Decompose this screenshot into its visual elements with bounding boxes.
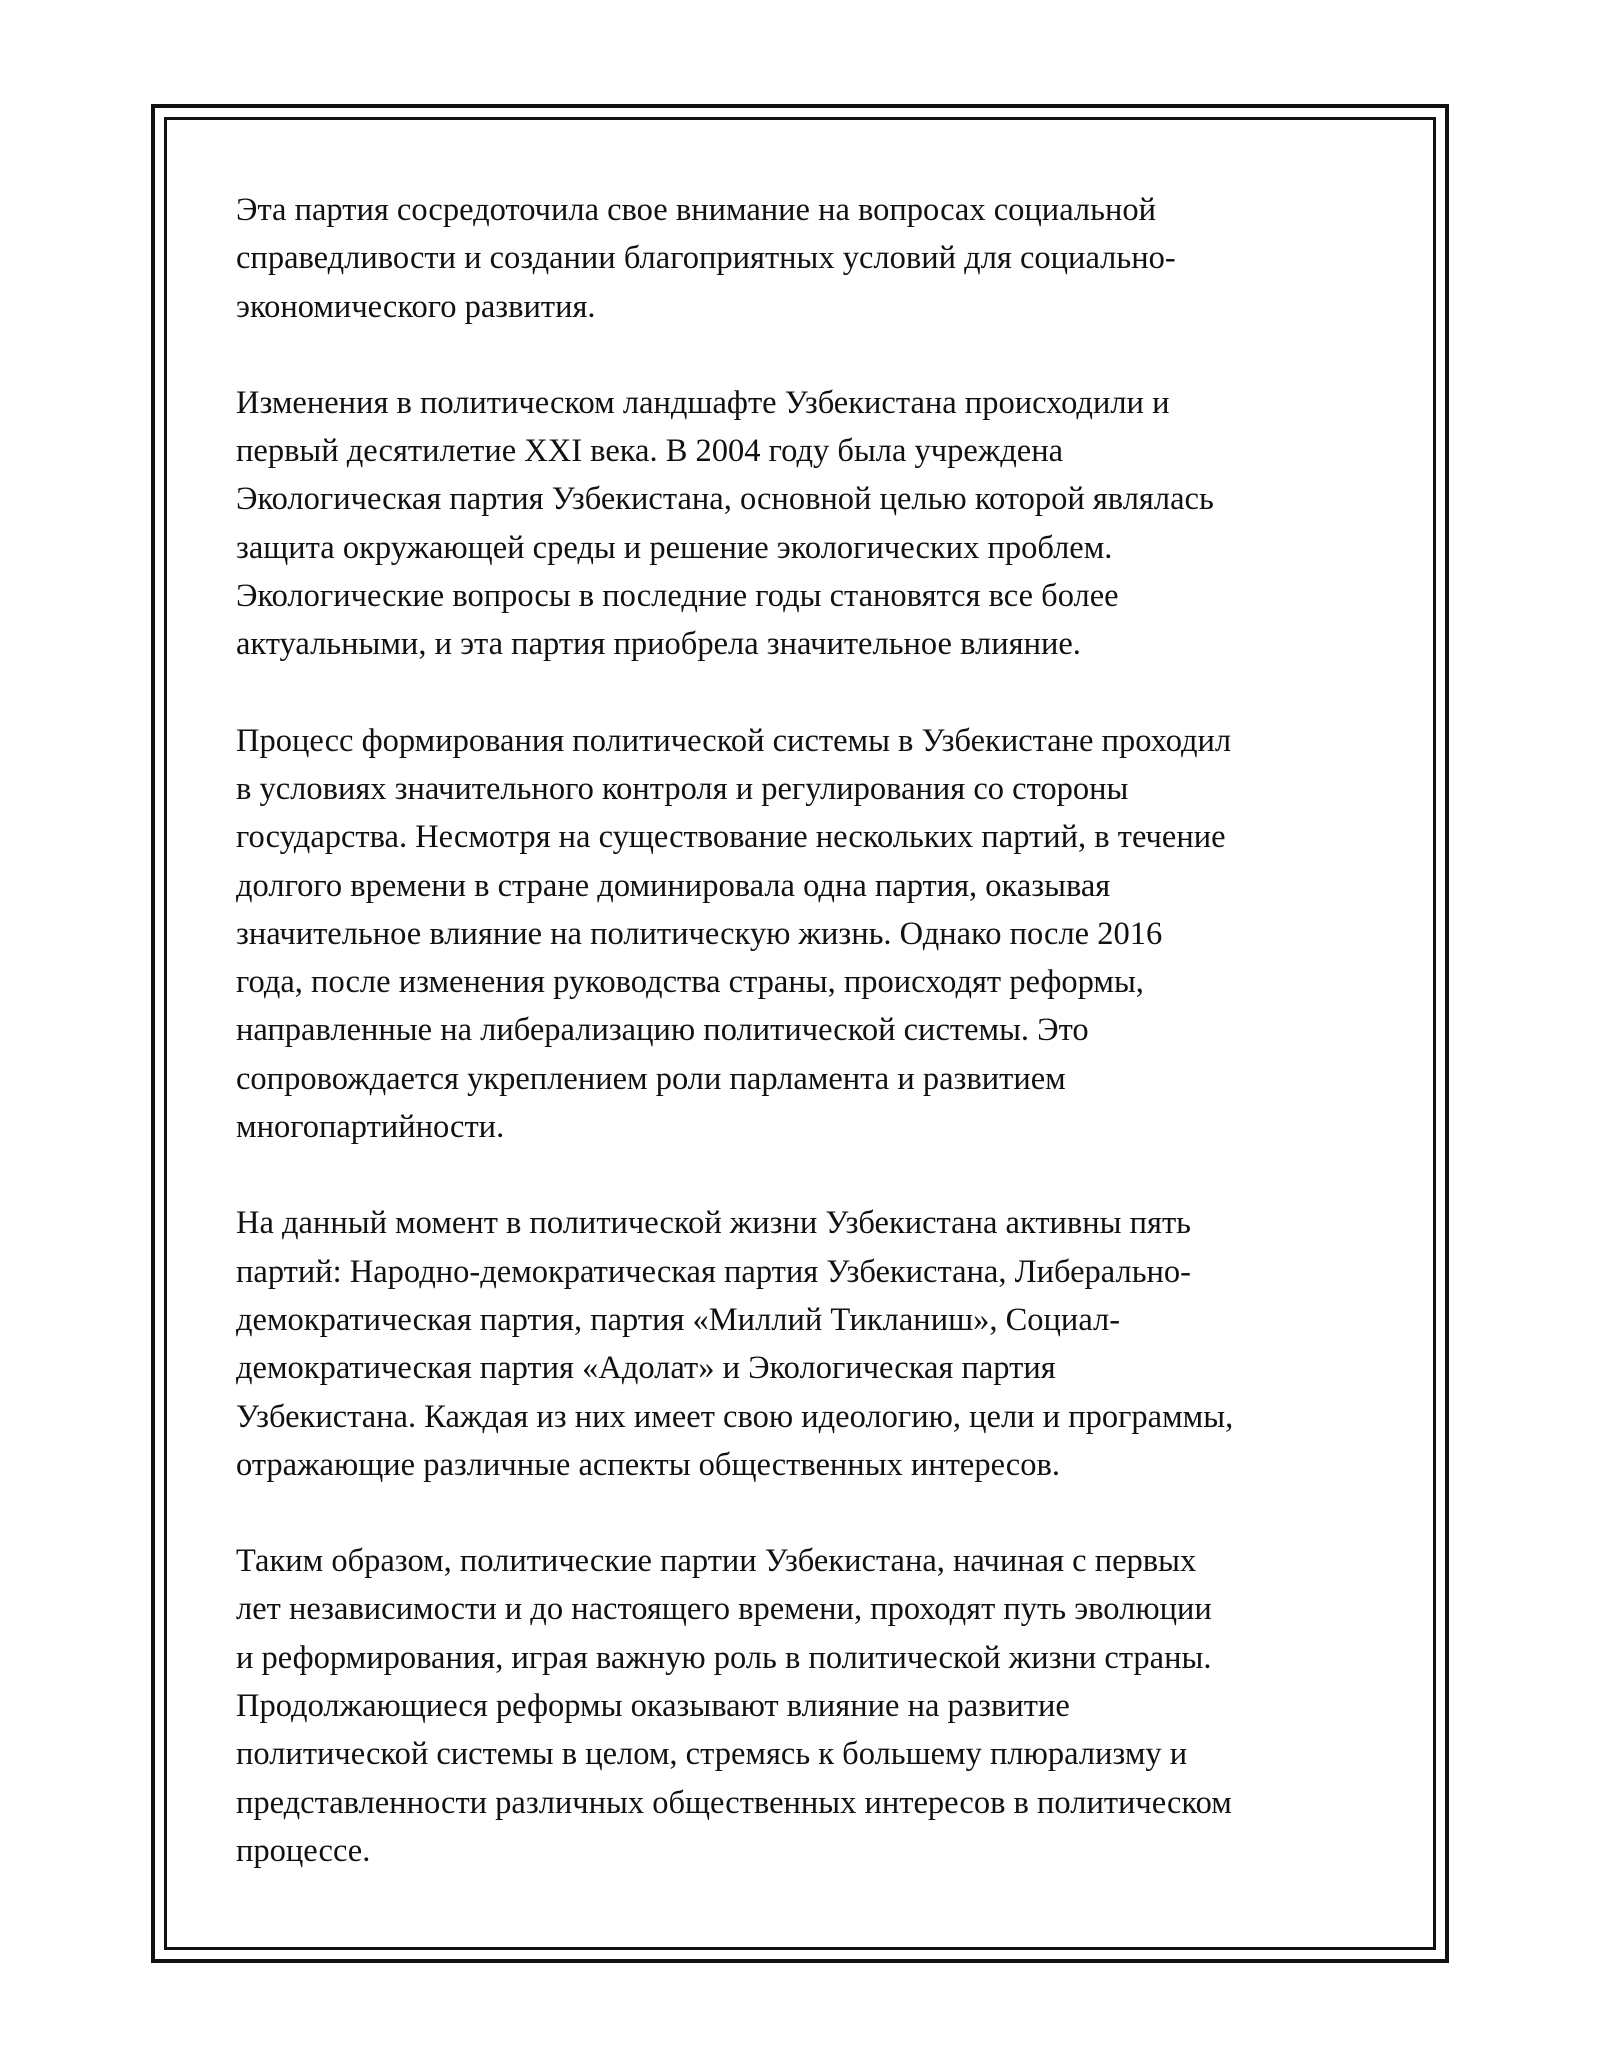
- paragraph-conclusion: Таким образом, политические партии Узбекистана, начиная с первых лет независимости и до настоящего времени, проходят путь эволюции и реформирования, играя важную роль в политической жизни страны. Продолжающиеся реформы оказывают влияние на развитие политической системы в целом, стремясь к большему плюрализму и представленности различных общественных интересов в политическом процессе.: [236, 1543, 1232, 1869]
- paragraph-political-system-formation: Процесс формирования политической системы в Узбекистане проходил в условиях значительного контроля и регулирования со стороны государства. Несмотря на существование нескольких партий, в течение долгого времени в стране доминировала одна партия, оказывая значительное влияние на политическую жизнь. Однако после 2016 года, после изменения руководства страны, происходят реформы, направленные на либерализацию политической системы. Это сопровождается укреплением роли парламента и развитием многопартийности.: [236, 722, 1232, 1146]
- paragraph-ecological-party: Изменения в политическом ландшафте Узбекистана происходили и первый десятилетие XXI века. В 2004 году была учреждена Экологическая партия Узбекистана, основной целью которой являлась защита окружающей среды и решение экологических проблем. Экологические вопросы в последние годы становятся все более актуальными, и эта партия приобрела значительное влияние.: [236, 384, 1214, 663]
- paragraph-five-parties: На данный момент в политической жизни Узбекистана активны пять партий: Народно-демократическая партия Узбекистана, Либерально- демократическая партия, партия «Миллий Тикланиш», Социал- демократическая партия «Адолат» и Экологическая партия Узбекистана. Каждая из них имеет свою идеологию, цели и программы, отражающие различные аспекты общественных интересов.: [236, 1205, 1234, 1483]
- document-body: [236, 186, 1386, 1923]
- paragraph-social-justice: Эта партия сосредоточила свое внимание на вопросах социальной справедливости и создании благоприятных условий для социально- экономического развития.: [236, 192, 1176, 325]
